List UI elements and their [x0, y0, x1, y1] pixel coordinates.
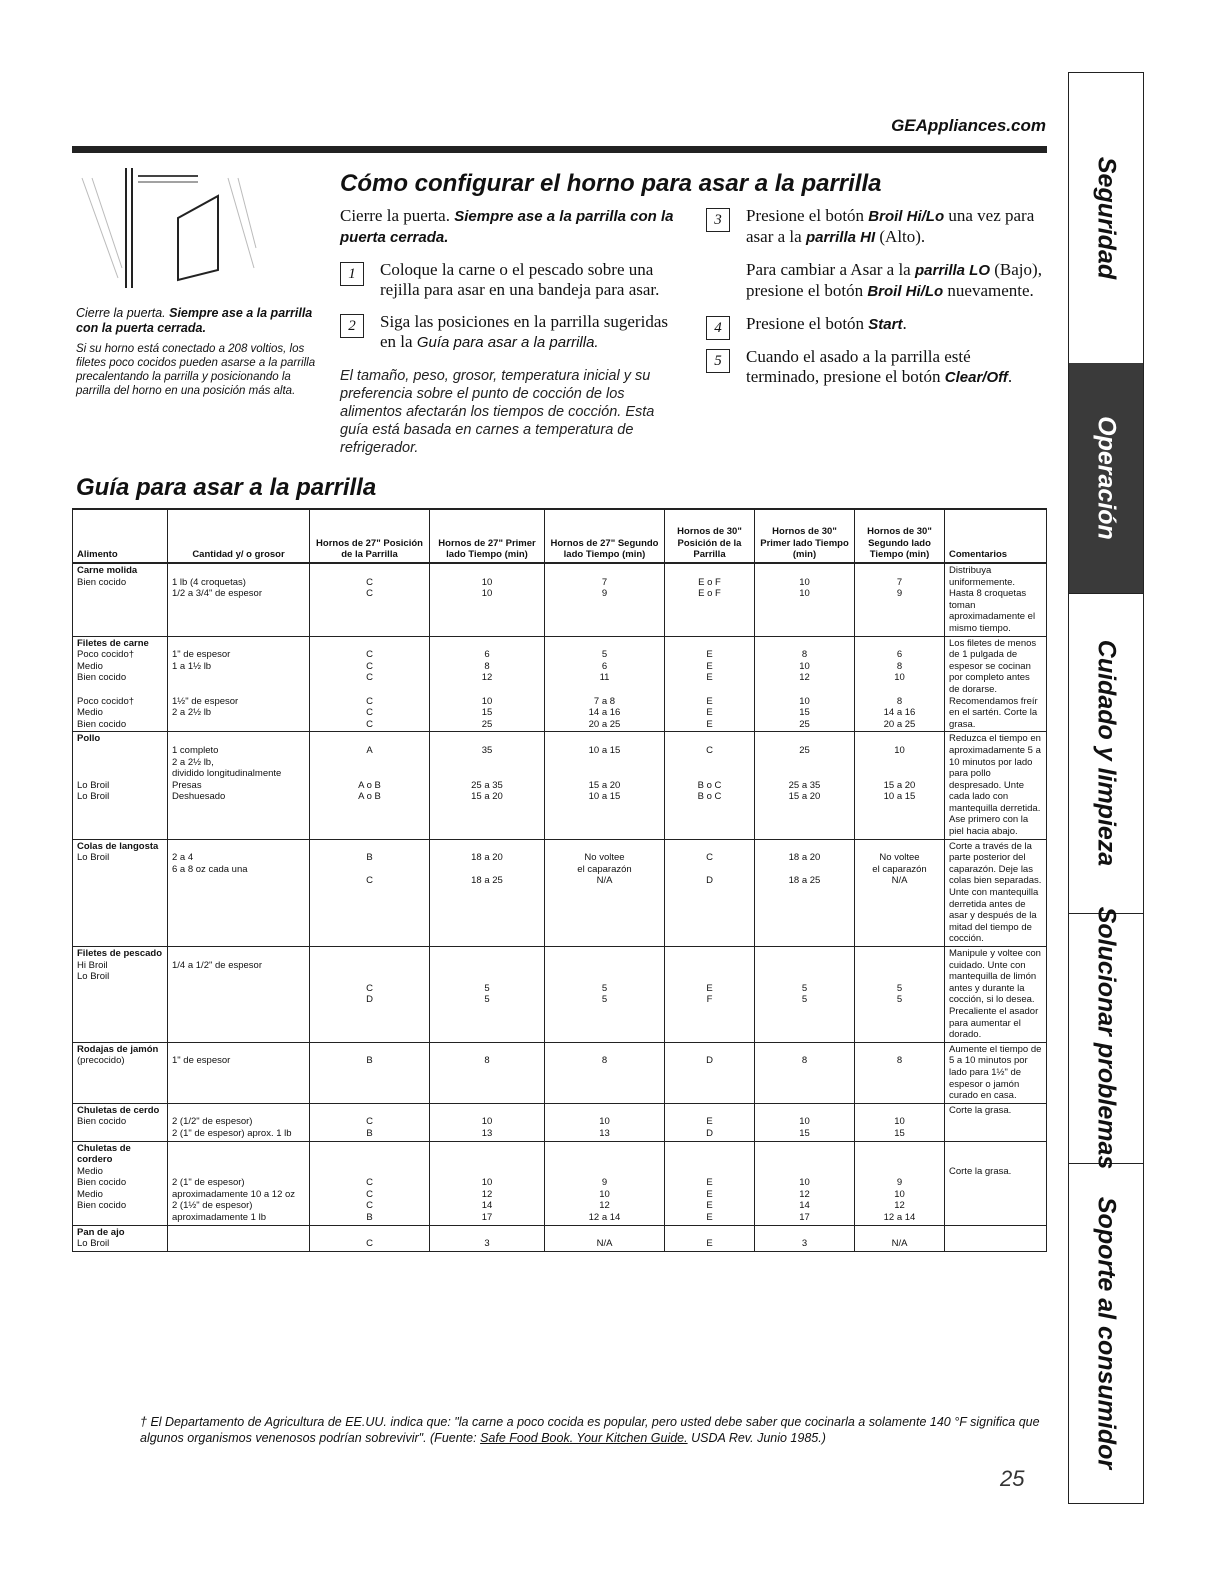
- value-cell: 5 5: [755, 947, 855, 1043]
- food-name: Chuletas de cordero: [77, 1142, 131, 1166]
- value-cell: C C C B: [310, 1141, 430, 1225]
- step-5: [706, 347, 1046, 388]
- tab-cuidado-y-limpieza[interactable]: [1069, 593, 1143, 914]
- value-cell: 10 15: [855, 1103, 945, 1141]
- table-header-row: [73, 509, 1047, 563]
- step-text: nuevamente.: [947, 281, 1034, 300]
- value-cell: 2 a 4 6 a 8 oz cada una: [168, 839, 310, 946]
- value-cell: B: [310, 1042, 430, 1103]
- table-row: [73, 1225, 1047, 1251]
- comment-cell: Reduzca el tiempo en aproximadamente 5 a 10 minutos por lado para pollo despresado. Unte cada lado con mantequilla derretida. Ase primero con la piel hacia abajo.: [945, 732, 1047, 839]
- mode-name: parrilla LO: [914, 262, 991, 279]
- button-name: Clear/Off: [944, 369, 1008, 386]
- instructions-right: [706, 206, 1046, 388]
- value-cell: C B o C B o C: [665, 732, 755, 839]
- food-detail: Bien cocido: [77, 576, 127, 588]
- value-cell: C C: [310, 563, 430, 636]
- step-3: [706, 206, 1046, 248]
- value-cell: 8: [755, 1042, 855, 1103]
- food-cell: [73, 947, 168, 1043]
- food-name: Carne molida: [77, 565, 138, 576]
- value-cell: 10 15 a 20 10 a 15: [855, 732, 945, 839]
- food-cell: [73, 1042, 168, 1103]
- food-detail: (precocido): [77, 1055, 125, 1067]
- value-cell: 10 15: [755, 1103, 855, 1141]
- food-cell: [73, 563, 168, 636]
- comment-cell: [945, 1225, 1047, 1251]
- value-cell: C D: [310, 947, 430, 1043]
- tab-label: Solucionar problemas: [1092, 906, 1121, 1170]
- value-cell: E E E E: [665, 1141, 755, 1225]
- step-text-italic: Guía para asar a la parrilla.: [416, 334, 599, 351]
- comment-cell: Los filetes de menos de 1 pulgada de espesor se cocinan por completo antes de dorarse. Recomendamos freír en el sartén. Corte la grasa.: [945, 636, 1047, 732]
- food-detail: Medio Bien cocido Medio Bien cocido: [77, 1165, 127, 1212]
- table-row: [73, 947, 1047, 1043]
- column-header: Cantidad y/ o grosor: [168, 509, 310, 563]
- value-cell: 8 10 12 10 15 25: [755, 636, 855, 732]
- footnote: † El Departamento de Agricultura de EE.UU. indica que: "la carne a poco cocida es popular, pero usted debe saber que cocinarla a solamente 140 °F significa que algunos organismos venenosos podrían sobrevivir". (Fuente: Safe Food Book. Your Kitchen Guide. USDA Rev. Junio 1985.): [140, 1415, 1040, 1445]
- step-text: Presione el botón: [746, 314, 865, 333]
- value-cell: 10 10: [755, 563, 855, 636]
- value-cell: 3: [430, 1225, 545, 1251]
- value-cell: E o F E o F: [665, 563, 755, 636]
- step-text: .: [902, 314, 907, 333]
- value-cell: 1/4 a 1/2" de espesor: [168, 947, 310, 1043]
- value-cell: 1 completo 2 a 2½ lb, dividido longitudinalmente Presas Deshuesado: [168, 732, 310, 839]
- step-text: Cuando el asado a la parrilla esté terminado, presione el botón: [746, 347, 971, 386]
- food-detail: Lo Broil: [77, 1238, 110, 1250]
- button-name: Start: [868, 316, 903, 333]
- comment-cell: Manipule y voltee con cuidado. Unte con mantequilla de limón antes y durante la cocción, si lo desea. Precaliente el asador para aumentar el dorado.: [945, 947, 1047, 1043]
- value-cell: N/A: [545, 1225, 665, 1251]
- caption-note: Si su horno está conectado a 208 voltios, los filetes poco cocidos pueden asarse a la parrilla precalentando la parrilla y posicionando la parrilla del horno en una posición más alta.: [76, 343, 316, 397]
- tab-label: Soporte al consumidor: [1092, 1196, 1121, 1470]
- comment-cell: Corte a través de la parte posterior del caparazón. Deje las colas bien separadas. Unte con mantequilla derretida antes de asar y después de la mitad del tiempo de cocción.: [945, 839, 1047, 946]
- column-header: Hornos de 30" Posición de la Parrilla: [665, 509, 755, 563]
- footnote-text: El Departamento de Agricultura de EE.UU. indica que: "la carne a poco cocida es popular, pero usted debe saber que cocinarla a solamente 140 °F significa que algunos organismos venenosos podrían sobrevivir". (Fuente:: [140, 1415, 1040, 1445]
- step-1: [340, 260, 680, 300]
- food-detail: Bien cocido: [77, 1116, 127, 1128]
- caption-bold: Siempre ase a la parrilla con la puerta cerrada.: [76, 306, 313, 335]
- food-name: Filetes de carne: [77, 637, 149, 649]
- tab-label: Seguridad: [1092, 156, 1121, 280]
- food-name: Pollo: [77, 733, 101, 745]
- food-name: Pan de ajo: [77, 1226, 125, 1238]
- tab-operación[interactable]: [1069, 363, 1143, 594]
- food-cell: [73, 839, 168, 946]
- step-text: Presione el botón: [746, 206, 865, 225]
- food-name: Chuletas de cerdo: [77, 1104, 160, 1116]
- step-text: Siga las posiciones en la parrilla sugeridas en la: [380, 312, 668, 351]
- value-cell: 5 5: [545, 947, 665, 1043]
- tab-label: Operación: [1092, 416, 1121, 540]
- table-row: [73, 732, 1047, 839]
- value-cell: 2 (1" de espesor) aproximadamente 10 a 12 oz 2 (1½" de espesor) aproximadamente 1 lb: [168, 1141, 310, 1225]
- comment-cell: Aumente el tiempo de 5 a 10 minutos por lado para 1½" de espesor o jamón curado en casa.: [945, 1042, 1047, 1103]
- column-header: Alimento: [73, 509, 168, 563]
- column-header: Hornos de 30" Segundo lado Tiempo (min): [855, 509, 945, 563]
- value-cell: 18 a 20 18 a 25: [755, 839, 855, 946]
- value-cell: 5 6 11 7 a 8 14 a 16 20 a 25: [545, 636, 665, 732]
- food-cell: [73, 1141, 168, 1225]
- value-cell: 10 a 15 15 a 20 10 a 15: [545, 732, 665, 839]
- caption-line: Cierre la puerta.: [76, 306, 166, 320]
- column-header: Hornos de 30" Primer lado Tiempo (min): [755, 509, 855, 563]
- table-row: [73, 1141, 1047, 1225]
- value-cell: E: [665, 1225, 755, 1251]
- value-cell: 1 lb (4 croquetas) 1/2 a 3/4" de espesor: [168, 563, 310, 636]
- food-cell: [73, 1103, 168, 1141]
- button-name: Broil Hi/Lo: [867, 283, 944, 300]
- column-header: Hornos de 27" Segundo lado Tiempo (min): [545, 509, 665, 563]
- step-text: Para cambiar a Asar a la: [746, 260, 911, 279]
- step-number: 2: [340, 314, 364, 338]
- value-cell: 10 13: [430, 1103, 545, 1141]
- step-2: [340, 312, 680, 353]
- value-cell: 10 13: [545, 1103, 665, 1141]
- table-row: [73, 839, 1047, 946]
- step-number: 1: [340, 262, 364, 286]
- step-text: (Alto).: [879, 227, 926, 246]
- oven-door-illustration: [78, 168, 258, 288]
- food-detail: Hi Broil Lo Broil: [77, 959, 110, 983]
- food-detail: Poco cocido† Medio Bien cocido Poco cocido† Medio Bien cocido: [77, 649, 135, 730]
- tab-label: Cuidado y limpieza: [1092, 639, 1121, 867]
- value-cell: 5 5: [430, 947, 545, 1043]
- food-detail: Lo Broil Lo Broil: [77, 779, 110, 803]
- value-cell: No voltee el caparazón N/A: [855, 839, 945, 946]
- value-cell: 5 5: [855, 947, 945, 1043]
- comment-cell: Corte la grasa.: [945, 1103, 1047, 1141]
- header-rule: [72, 146, 1047, 153]
- table-row: [73, 1103, 1047, 1141]
- step-number: 3: [706, 208, 730, 232]
- food-detail: Lo Broil: [77, 852, 110, 864]
- food-cell: [73, 636, 168, 732]
- mode-name: parrilla HI: [805, 229, 876, 246]
- value-cell: 10 12 14 17: [430, 1141, 545, 1225]
- food-cell: [73, 1225, 168, 1251]
- step-text: (Bajo), presione el botón: [746, 260, 1042, 300]
- guide-title: Guía para asar a la parrilla: [76, 474, 377, 501]
- value-cell: 9 10 12 12 a 14: [545, 1141, 665, 1225]
- value-cell: C B: [310, 1103, 430, 1141]
- value-cell: 25 25 a 35 15 a 20: [755, 732, 855, 839]
- value-cell: No voltee el caparazón N/A: [545, 839, 665, 946]
- section-tabs: [1068, 72, 1144, 1504]
- button-name: Broil Hi/Lo: [868, 208, 945, 225]
- value-cell: 10 10: [430, 563, 545, 636]
- value-cell: 3: [755, 1225, 855, 1251]
- value-cell: C: [310, 1225, 430, 1251]
- value-cell: 10 12 14 17: [755, 1141, 855, 1225]
- step-text: una vez para asar a la: [746, 206, 1035, 246]
- food-cell: [73, 732, 168, 839]
- value-cell: 1" de espesor 1 a 1½ lb 1½" de espesor 2 a 2½ lb: [168, 636, 310, 732]
- value-cell: E F: [665, 947, 755, 1043]
- value-cell: A A o B A o B: [310, 732, 430, 839]
- table-row: [73, 1042, 1047, 1103]
- value-cell: 6 8 12 10 15 25: [430, 636, 545, 732]
- value-cell: 9 10 12 12 a 14: [855, 1141, 945, 1225]
- site-url: GEAppliances.com: [891, 116, 1046, 135]
- illustration-caption: [76, 306, 316, 404]
- comment-cell: Corte la grasa.: [945, 1141, 1047, 1225]
- value-cell: 7 9: [545, 563, 665, 636]
- table-row: [73, 636, 1047, 732]
- food-name: Filetes de pescado: [77, 948, 163, 959]
- value-cell: 6 8 10 8 14 a 16 20 a 25: [855, 636, 945, 732]
- comment-cell: Distribuya uniformemente. Hasta 8 croquetas toman aproximadamente el mismo tiempo.: [945, 563, 1047, 636]
- value-cell: 8: [430, 1042, 545, 1103]
- instructions-left: [340, 206, 680, 457]
- step-number: 5: [706, 349, 730, 373]
- value-cell: E E E E E E: [665, 636, 755, 732]
- value-cell: B C: [310, 839, 430, 946]
- table-row: [73, 563, 1047, 636]
- tab-soporte-al-consumidor[interactable]: [1069, 1163, 1143, 1504]
- value-cell: 8: [545, 1042, 665, 1103]
- food-name: Rodajas de jamón: [77, 1043, 159, 1055]
- value-cell: [168, 1225, 310, 1251]
- value-cell: E D: [665, 1103, 755, 1141]
- section-title: Cómo configurar el horno para asar a la parrilla: [340, 170, 882, 197]
- broil-guide-table: [72, 508, 1047, 1252]
- value-cell: D: [665, 1042, 755, 1103]
- intro-text: Cierre la puerta.: [340, 206, 450, 225]
- value-cell: 7 9: [855, 563, 945, 636]
- value-cell: 35 25 a 35 15 a 20: [430, 732, 545, 839]
- value-cell: 8: [855, 1042, 945, 1103]
- value-cell: N/A: [855, 1225, 945, 1251]
- page-number: 25: [1000, 1466, 1025, 1491]
- step-4: [706, 314, 1046, 335]
- tab-solucionar-problemas[interactable]: [1069, 906, 1143, 1170]
- step-number: 4: [706, 316, 730, 340]
- column-header: Comentarios: [945, 509, 1047, 563]
- lo-instructions: [706, 260, 1046, 302]
- column-header: Hornos de 27" Primer lado Tiempo (min): [430, 509, 545, 563]
- footnote-source: Safe Food Book. Your Kitchen Guide.: [480, 1431, 688, 1445]
- food-name: Colas de langosta: [77, 840, 159, 852]
- column-header: Hornos de 27" Posición de la Parrilla: [310, 509, 430, 563]
- step-text: Coloque la carne o el pescado sobre una rejilla para asar en una bandeja para asar.: [380, 260, 660, 299]
- cooking-note: El tamaño, peso, grosor, temperatura inicial y su preferencia sobre el punto de cocción de los alimentos afectarán los tiempos de cocción. Esta guía está basada en carnes a temperatura de refrigerador.: [340, 368, 655, 456]
- value-cell: C D: [665, 839, 755, 946]
- footnote-text: USDA Rev. Junio 1985.): [691, 1431, 826, 1445]
- value-cell: C C C C C C: [310, 636, 430, 732]
- value-cell: 1" de espesor: [168, 1042, 310, 1103]
- value-cell: 2 (1/2" de espesor) 2 (1" de espesor) aprox. 1 lb: [168, 1103, 310, 1141]
- tab-seguridad[interactable]: [1069, 73, 1143, 364]
- intro-bold: Siempre ase a la parrilla con la puerta cerrada.: [340, 208, 674, 246]
- value-cell: 18 a 20 18 a 25: [430, 839, 545, 946]
- step-text: .: [1007, 367, 1013, 386]
